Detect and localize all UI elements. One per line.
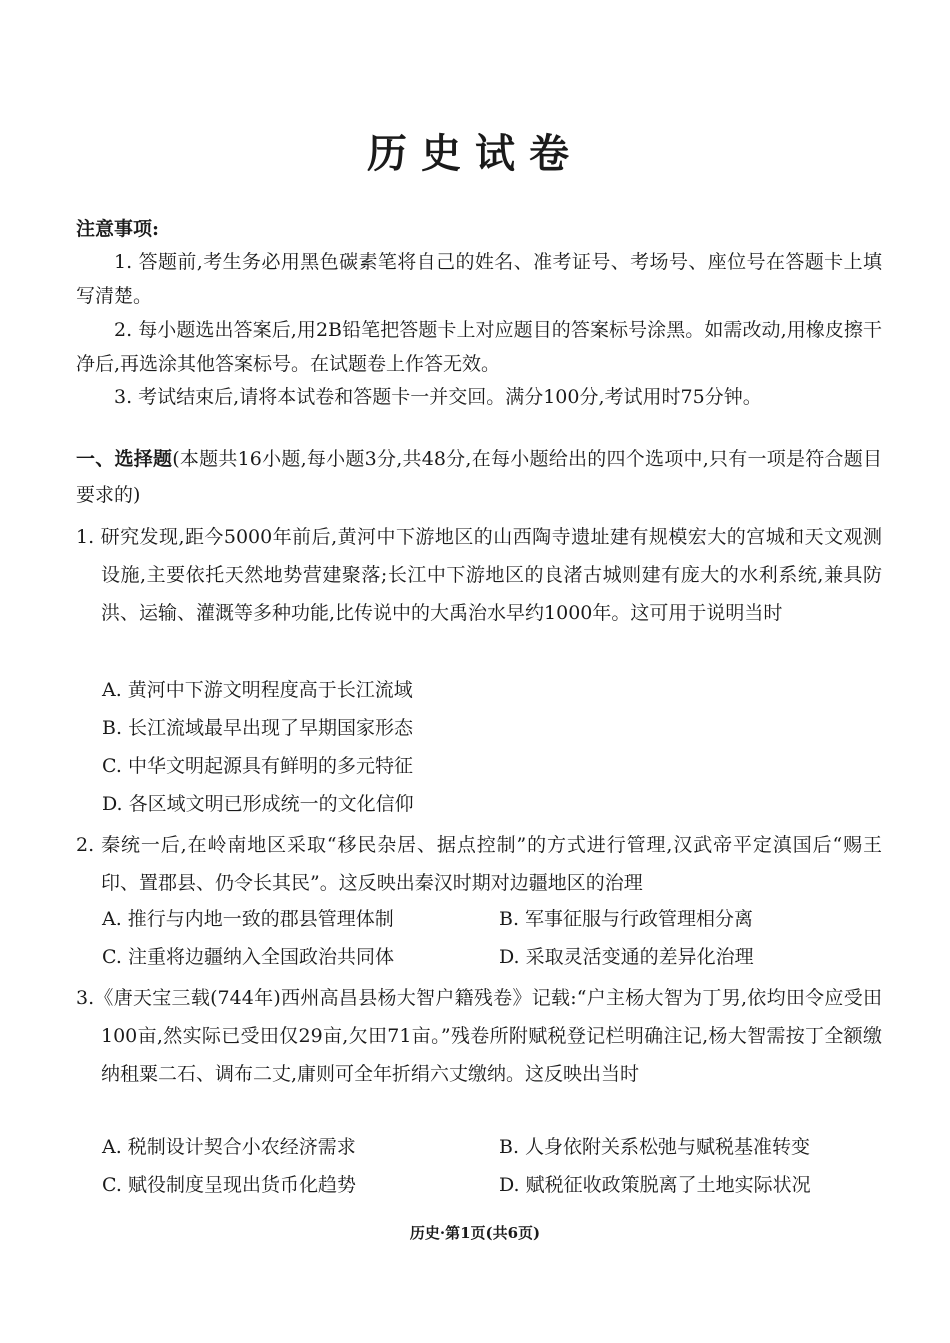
question-3-stem: 3.《唐天宝三载(744年)西州高昌县杨大智户籍残卷》记载:“户主杨大智为丁男,依均田令应受田100亩,然实际已受田仅29亩,欠田71亩。”残卷所附赋税登记栏明确注记,杨大智需按丁全额缴纳租粟二石、调布二丈,庸则可全年折绢六丈缴纳。这反映出当时 [76,987,882,1085]
question-1-option-b: B. 长江流域最早出现了早期国家形态 [102,717,414,739]
question-2-option-a: A. 推行与内地一致的郡县管理体制 [102,908,394,930]
question-2-stem: 2. 秦统一后,在岭南地区采取“移民杂居、据点控制”的方式进行管理,汉武帝平定滇国后“赐王印、置郡县、仍令长其民”。这反映出秦汉时期对边疆地区的治理 [76,834,882,894]
question-3-option-c: C. 赋役制度呈现出货币化趋势 [102,1174,356,1196]
question-2-option-b: B. 军事征服与行政管理相分离 [499,908,754,930]
question-3-option-b: B. 人身依附关系松弛与赋税基准转变 [499,1136,811,1158]
question-3-option-d: D. 赋税征收政策脱离了土地实际状况 [499,1174,811,1196]
page-title: 历史试卷 [367,130,583,177]
question-1-stem: 1. 研究发现,距今5000年前后,黄河中下游地区的山西陶寺遗址建有规模宏大的宫城和天文观测设施,主要依托天然地势营建聚落;长江中下游地区的良渚古城则建有庞大的水利系统,兼具防洪、运输、灌溉等多种功能,比传说中的大禹治水早约1000年。这可用于说明当时 [76,526,882,624]
page-footer: 历史·第1页(共6页) [409,1224,541,1242]
note-item-3: 3. 考试结束后,请将本试卷和答题卡一并交回。满分100分,考试用时75分钟。 [114,386,762,408]
question-3-option-a: A. 税制设计契合小农经济需求 [102,1136,356,1158]
question-1-option-a: A. 黄河中下游文明程度高于长江流域 [102,679,413,701]
section-title: 一、选择题 [76,448,173,470]
section-instructions: (本题共16小题,每小题3分,共48分,在每小题给出的四个选项中,只有一项是符合题目要求的) [76,448,882,506]
note-item-2: 2. 每小题选出答案后,用2B铅笔把答题卡上对应题目的答案标号涂黑。如需改动,用橡皮擦干净后,再选涂其他答案标号。在试题卷上作答无效。 [76,319,882,375]
note-item-1: 1. 答题前,考生务必用黑色碳素笔将自己的姓名、准考证号、考场号、座位号在答题卡上填写清楚。 [76,251,882,307]
question-1-option-d: D. 各区域文明已形成统一的文化信仰 [102,793,414,815]
question-1-option-c: C. 中华文明起源具有鲜明的多元特征 [102,755,413,777]
question-2-option-d: D. 采取灵活变通的差异化治理 [499,946,754,968]
question-2-option-c: C. 注重将边疆纳入全国政治共同体 [102,946,394,968]
notes-heading: 注意事项: [76,218,160,240]
section-heading [76,441,882,513]
